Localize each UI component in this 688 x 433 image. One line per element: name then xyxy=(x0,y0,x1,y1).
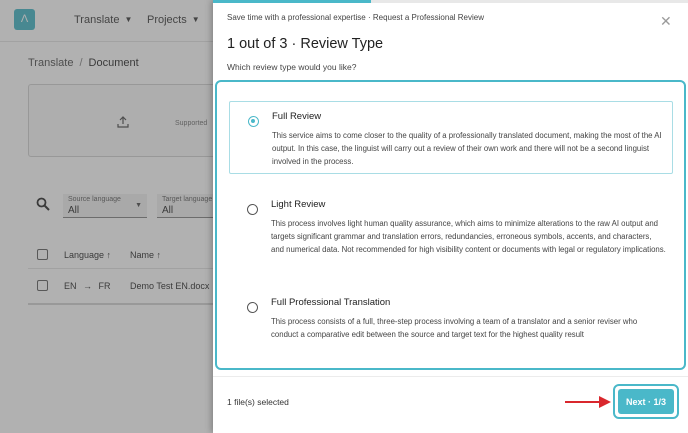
breadcrumb-root[interactable]: Translate xyxy=(28,57,74,69)
language-column-header[interactable]: Language ↑ xyxy=(64,250,112,260)
breadcrumb-separator: / xyxy=(79,57,83,69)
full-review-description: This service aims to come closer to the quality of a professionally translated document, making the most of the AI output. In this case, the linguist will carry out a review of their own work and there will not be a second linguist involved in the process. xyxy=(272,131,662,166)
files-selected-count: 1 file(s) selected xyxy=(227,397,289,407)
step-progress-track xyxy=(213,0,688,3)
nav-translate-label: Translate xyxy=(74,14,120,26)
full-review-title: Full Review xyxy=(272,111,322,122)
target-language-label: Target language xyxy=(162,196,213,203)
option-full-review[interactable] xyxy=(229,101,673,174)
source-language-label: Source language xyxy=(68,196,121,203)
drawer-subtitle: Save time with a professional expertise · Request a Professional Review xyxy=(227,13,485,22)
full-review-radio[interactable] xyxy=(248,116,259,127)
light-review-radio[interactable] xyxy=(247,204,258,215)
row-source-language: EN xyxy=(64,281,77,291)
source-language-value: All xyxy=(68,205,80,216)
footer-divider xyxy=(213,376,688,377)
nav-projects-label: Projects xyxy=(147,14,187,26)
drawer-title: 1 out of 3 · Review Type xyxy=(227,36,384,52)
breadcrumb-current: Document xyxy=(88,57,139,69)
target-language-value: All xyxy=(162,205,174,216)
full-professional-translation-title: Full Professional Translation xyxy=(271,297,391,308)
app-logo: Λ xyxy=(14,9,35,30)
red-arrow-annotation-icon xyxy=(563,394,613,410)
next-button-highlight xyxy=(613,384,679,419)
full-professional-translation-description: This process consists of a full, three-step process involving a team of a translator and a senior reviser who conduct a comparative edit between the source and target text for the highest quality result xyxy=(271,317,638,339)
light-review-title: Light Review xyxy=(271,199,326,210)
option-light-review[interactable] xyxy=(229,192,673,277)
step-progress-fill xyxy=(213,0,371,3)
row-target-language: FR xyxy=(98,281,111,291)
next-button[interactable]: Next · 1/3 xyxy=(618,389,674,414)
review-type-options xyxy=(215,80,686,370)
option-full-professional-translation[interactable] xyxy=(229,289,673,349)
modal-backdrop[interactable] xyxy=(0,0,213,433)
light-review-description: This process involves light human quality assurance, which aims to minimize alterations to the raw AI output and targets significant grammar and translation errors, redundancies, erroneous symbols, accents, and characters, and numerical data. Not recommended for high visibility content or documents with legal or regulatory implications. xyxy=(271,219,666,254)
caret-down-icon: ▼ xyxy=(135,202,142,209)
supported-formats-text: Supported xyxy=(175,120,208,127)
review-request-drawer xyxy=(213,0,688,433)
review-type-question: Which review type would you like? xyxy=(227,62,357,72)
row-file-name[interactable]: Demo Test EN.docx xyxy=(130,281,210,291)
chevron-down-icon: ▼ xyxy=(124,15,133,24)
language-arrow-icon: → xyxy=(83,281,93,291)
close-icon[interactable]: ✕ xyxy=(660,13,672,29)
full-professional-translation-radio[interactable] xyxy=(247,302,258,313)
name-column-header[interactable]: Name ↑ xyxy=(130,250,162,260)
chevron-down-icon: ▼ xyxy=(191,15,200,24)
